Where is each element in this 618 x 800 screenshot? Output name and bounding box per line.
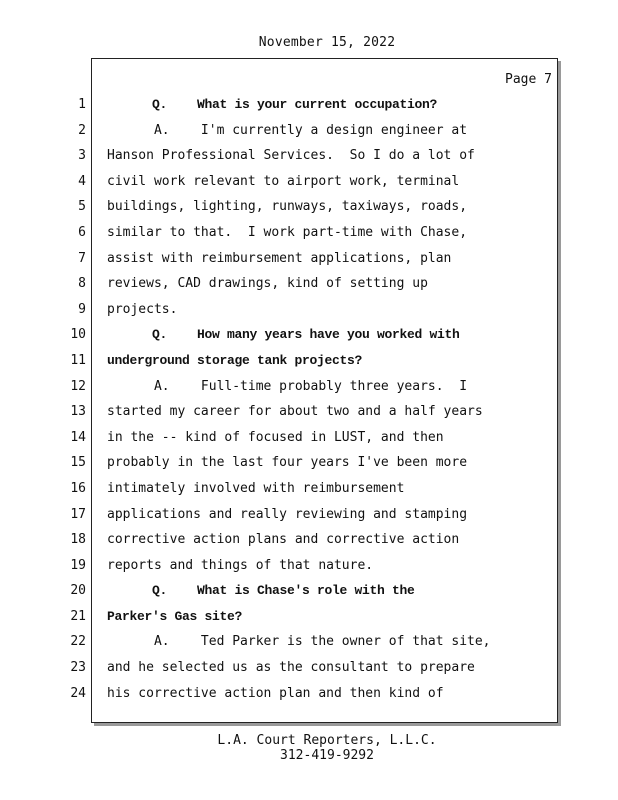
line-number: 9	[78, 301, 86, 317]
reporting-company-phone: 312-419-9292	[280, 748, 374, 763]
line-number: 24	[70, 685, 86, 701]
question-line: underground storage tank projects?	[107, 352, 363, 368]
transcript-line: projects.	[107, 301, 178, 317]
line-number: 7	[78, 250, 86, 266]
transcript-line: corrective action plans and corrective action	[107, 532, 460, 548]
question-line: Q. What is your current occupation?	[107, 97, 438, 112]
line-number: 17	[70, 506, 86, 522]
line-number: 14	[70, 429, 86, 445]
line-number: 1	[78, 97, 86, 112]
answer-line: A. I'm currently a design engineer at	[107, 122, 468, 138]
line-number: 6	[78, 224, 86, 240]
transcript-line: reports and things of that nature.	[107, 557, 374, 573]
line-number: 19	[70, 557, 86, 573]
line-number: 23	[70, 660, 86, 676]
line-number: 5	[78, 199, 86, 215]
transcript-line: intimately involved with reimbursement	[107, 480, 405, 496]
transcript-line: and he selected us as the consultant to prepare	[107, 660, 475, 676]
transcript-line: applications and really reviewing and stamping	[107, 506, 468, 522]
transcript-date: November 15, 2022	[258, 35, 396, 50]
transcript-line: Hanson Professional Services. So I do a lot of	[107, 148, 475, 164]
line-number: 15	[70, 455, 86, 471]
transcript-line: reviews, CAD drawings, kind of setting up	[107, 276, 428, 292]
answer-line: A. Ted Parker is the owner of that site,	[107, 634, 491, 650]
line-number-column	[60, 92, 86, 706]
line-number: 12	[70, 378, 86, 394]
question-line: Q. What is Chase's role with the	[107, 583, 415, 599]
transcript-line: in the -- kind of focused in LUST, and then	[107, 429, 444, 445]
question-line: Q. How many years have you worked with	[107, 327, 460, 343]
line-number: 20	[70, 583, 86, 599]
line-number: 4	[78, 173, 86, 189]
transcript-line: buildings, lighting, runways, taxiways, roads,	[107, 199, 468, 215]
line-number: 21	[70, 608, 86, 624]
line-number: 8	[78, 276, 86, 292]
transcript-line: civil work relevant to airport work, terminal	[107, 173, 460, 189]
answer-line: A. Full-time probably three years. I	[107, 378, 468, 394]
line-number: 11	[70, 352, 86, 368]
transcript-line: probably in the last four years I've been more	[107, 455, 468, 471]
transcript-line: his corrective action plan and then kind of	[107, 685, 444, 701]
line-number: 2	[78, 122, 86, 138]
line-number: 3	[78, 148, 86, 164]
line-number: 22	[70, 634, 86, 650]
transcript-line: started my career for about two and a half years	[107, 404, 483, 420]
transcript-line: similar to that. I work part-time with Chase,	[107, 224, 468, 240]
reporting-company: L.A. Court Reporters, L.L.C.	[217, 733, 437, 748]
page-number: Page 7	[505, 72, 552, 87]
line-number: 16	[70, 480, 86, 496]
line-number: 10	[70, 327, 86, 343]
question-line: Parker's Gas site?	[107, 608, 243, 624]
transcript-line: assist with reimbursement applications, plan	[107, 250, 452, 266]
line-number: 13	[70, 404, 86, 420]
line-number: 18	[70, 532, 86, 548]
transcript-text	[107, 92, 547, 706]
